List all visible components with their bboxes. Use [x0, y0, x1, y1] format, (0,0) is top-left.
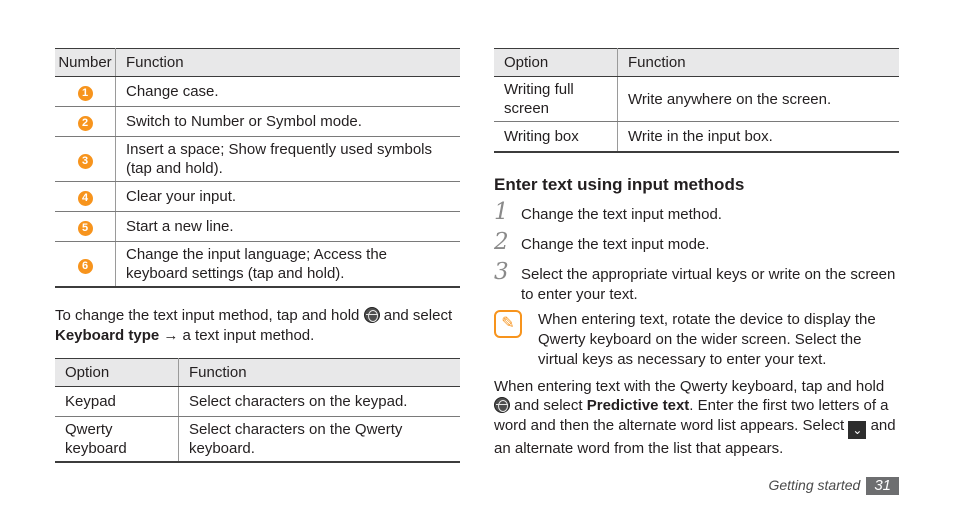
- section-heading: Enter text using input methods: [494, 174, 745, 194]
- function-cell: Select characters on the keypad.: [179, 387, 461, 417]
- function-cell: Clear your input.: [116, 182, 461, 212]
- step-text: Change the text input method.: [521, 205, 722, 223]
- note-box: [494, 310, 899, 370]
- globe-icon: [364, 307, 380, 323]
- number-badge: 4: [78, 191, 93, 206]
- function-cell: Change case.: [116, 77, 461, 107]
- table-row: [55, 387, 460, 417]
- number-badge: 5: [78, 221, 93, 236]
- keyboard-type-label: Keyboard type: [55, 326, 160, 344]
- function-cell: Change the input language; Access the keyboard settings (tap and hold).: [116, 242, 461, 288]
- function-cell: Start a new line.: [116, 212, 461, 242]
- step-number: 2: [494, 228, 509, 255]
- keypad-option-table: [55, 358, 460, 463]
- step-text: Select the appropriate virtual keys or write on the screen to enter your text.: [521, 265, 896, 303]
- table-row: [55, 182, 460, 212]
- globe-icon: [494, 397, 510, 413]
- number-badge: 1: [78, 86, 93, 101]
- table-row: [494, 77, 899, 122]
- col-header-function: Function: [116, 49, 461, 77]
- col-header-function: Function: [618, 49, 900, 77]
- keyboard-type-paragraph: To change the text input method, tap and hold and select Keyboard type → a text input method.: [55, 307, 453, 344]
- function-cell: Write anywhere on the screen.: [618, 77, 900, 122]
- table-row: [55, 212, 460, 242]
- option-cell: Qwerty keyboard: [55, 417, 179, 463]
- chevron-down-icon: ⌄: [848, 421, 866, 439]
- predictive-text-label: Predictive text: [586, 397, 690, 414]
- steps-list: [494, 198, 899, 305]
- number-badge: 6: [78, 259, 93, 274]
- note-text: When entering text, rotate the device to display the Qwerty keyboard on the wider screen. Select the virtual keys as necessary to enter your text.: [538, 310, 876, 368]
- col-header-function: Function: [179, 359, 461, 387]
- col-header-option: Option: [55, 359, 179, 387]
- option-cell: Writing box: [494, 122, 618, 152]
- step-text: Change the text input mode.: [521, 235, 710, 253]
- step-number: 1: [494, 198, 509, 225]
- left-column: [55, 48, 460, 463]
- table-row: [55, 77, 460, 107]
- number-badge: 2: [78, 116, 93, 131]
- list-item: [494, 258, 899, 305]
- table-row: [55, 242, 460, 288]
- option-cell: Keypad: [55, 387, 179, 417]
- page-number: 31: [866, 477, 899, 495]
- page-footer: [768, 477, 899, 495]
- right-column: [494, 48, 899, 458]
- number-badge: 3: [78, 154, 93, 169]
- col-header-option: Option: [494, 49, 618, 77]
- option-cell: Writing full screen: [494, 77, 618, 122]
- list-item: [494, 228, 899, 255]
- function-cell: Insert a space; Show frequently used symbols (tap and hold).: [116, 137, 461, 182]
- writing-option-table: [494, 48, 899, 153]
- function-cell: Select characters on the Qwerty keyboard.: [179, 417, 461, 463]
- predictive-text-paragraph: When entering text with the Qwerty keyboard, tap and hold and select Predictive text. Enter the first two letters of a word and then the alternate word list appears. Select ⌄ and an alternate word from the list that appears.: [494, 377, 896, 457]
- section-name: Getting started: [768, 477, 861, 493]
- col-header-number: Number: [55, 49, 116, 77]
- note-icon: ✎: [494, 310, 522, 338]
- table-row: [55, 107, 460, 137]
- table-row: [55, 417, 460, 463]
- number-function-table: [55, 48, 460, 288]
- list-item: [494, 198, 899, 225]
- function-cell: Switch to Number or Symbol mode.: [116, 107, 461, 137]
- function-cell: Write in the input box.: [618, 122, 900, 152]
- table-row: [494, 122, 899, 152]
- step-number: 3: [494, 258, 509, 285]
- table-row: [55, 137, 460, 182]
